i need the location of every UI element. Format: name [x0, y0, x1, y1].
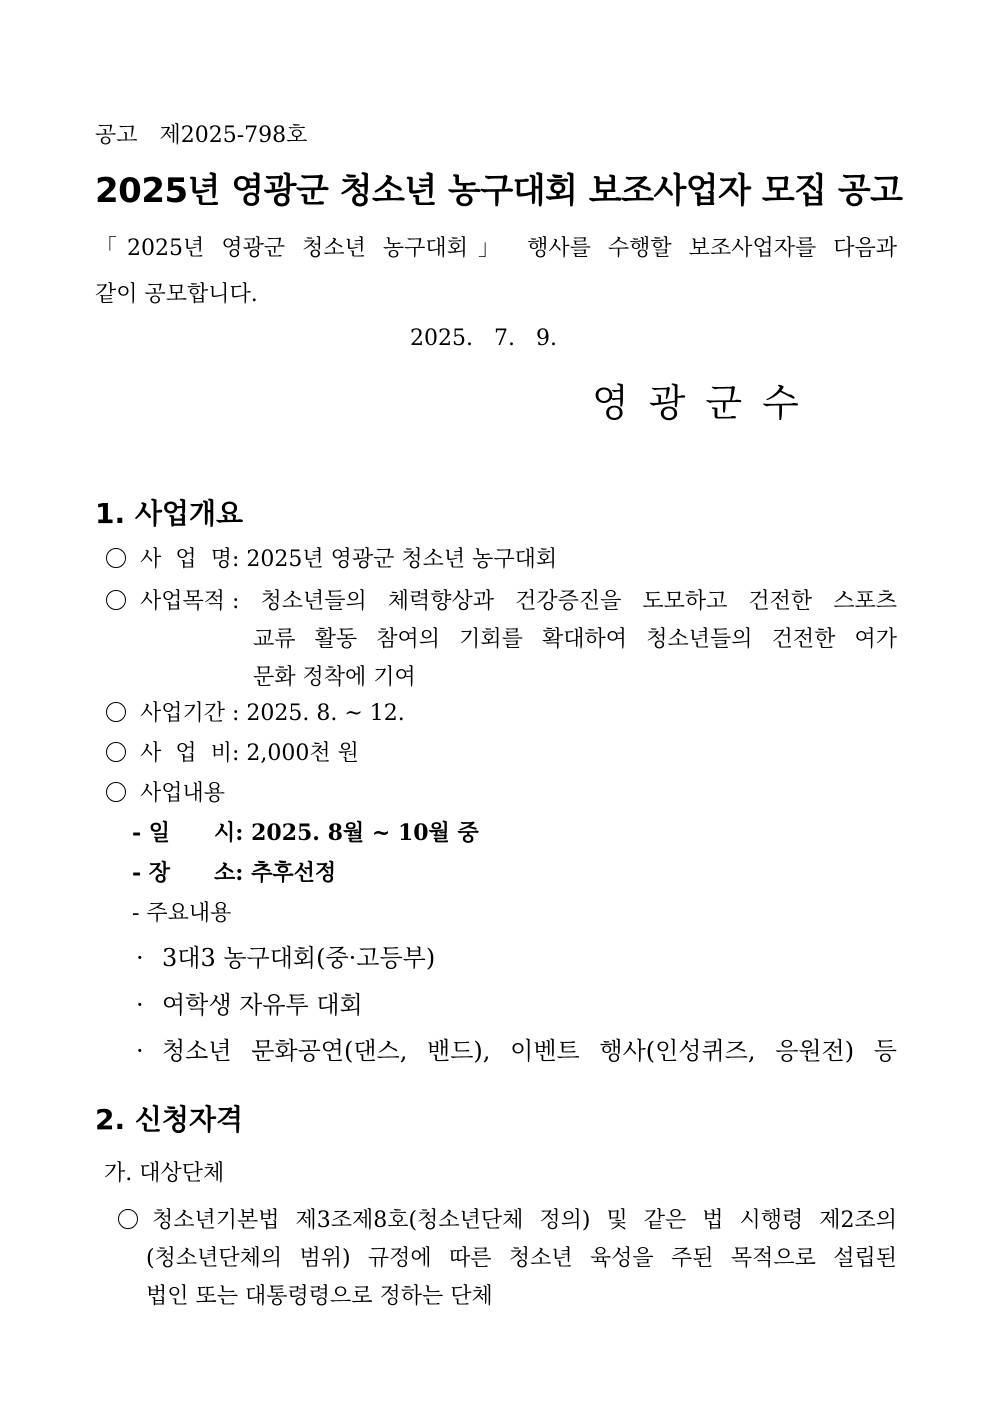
sub-item: [136, 1031, 897, 1066]
eligibility-line-3: 법인 또는 대통령령으로 정하는 단체: [146, 1284, 493, 1309]
item-value-line-3: 문화 정착에 기여: [253, 665, 416, 690]
middle-dot-icon: ·: [136, 1037, 144, 1065]
announcement-date: 2025. 7. 9.: [410, 326, 557, 351]
circle-bullet-icon: [106, 590, 126, 610]
sub-item: [136, 985, 363, 1020]
middle-dot-icon: ·: [136, 991, 144, 1019]
detail-value: : 2025. 8월 ~ 10월 중: [235, 820, 479, 846]
overview-item-name: [106, 542, 557, 573]
eligibility-item: [118, 1203, 897, 1234]
detail-label: - 주요내용: [132, 901, 232, 926]
item-label: 사업목적: [140, 589, 226, 614]
signer-name: 영광군수: [592, 381, 819, 425]
overview-item-content: [106, 776, 225, 807]
sub-item-text: 3대3 농구대회(중·고등부): [162, 944, 436, 972]
item-value-line-2: 교류 활동 참여의 기회를 확대하여 청소년들의 건전한 여가: [253, 627, 897, 652]
item-value: : 2025년 영광군 청소년 농구대회: [232, 547, 558, 572]
overview-item-purpose: [106, 584, 897, 615]
intro-line-1: 「2025년 영광군 청소년 농구대회」 행사를 수행할 보조사업자를 다음과: [95, 236, 897, 261]
sub-item: [136, 938, 435, 973]
eligibility-line-2: (청소년단체의 범위) 규정에 따른 청소년 육성을 주된 목적으로 설립된: [146, 1246, 897, 1271]
detail-label: - 일 시: [132, 820, 236, 846]
notice-number: 공고 제2025-798호: [95, 123, 308, 148]
document-title: 2025년 영광군 청소년 농구대회 보조사업자 모집 공고: [95, 171, 903, 211]
sub-item-text: 여학생 자유투 대회: [162, 991, 363, 1019]
section-1-heading: 1. 사업개요: [95, 497, 244, 530]
sub-item-text: 청소년 문화공연(댄스, 밴드), 이벤트 행사(인성퀴즈, 응원전) 등: [162, 1037, 897, 1065]
item-value: : 2025. 8. ~ 12.: [232, 701, 405, 726]
item-value-line-1: : 청소년들의 체력향상과 건강증진을 도모하고 건전한 스포츠: [232, 589, 897, 614]
detail-main-content: [132, 896, 231, 927]
section-2-heading: 2. 신청자격: [95, 1103, 244, 1136]
circle-bullet-icon: [106, 702, 126, 722]
item-label: 사 업 명: [140, 547, 232, 572]
circle-bullet-icon: [106, 548, 126, 568]
overview-item-budget: [106, 736, 359, 767]
item-label: 사업기간: [140, 701, 226, 726]
detail-value: : 추후선정: [235, 860, 337, 886]
item-label: 사 업 비: [140, 741, 232, 766]
overview-item-period: [106, 696, 405, 727]
detail-label: - 장 소: [132, 860, 236, 886]
item-value: : 2,000천 원: [232, 741, 359, 766]
detail-venue: [132, 856, 336, 887]
circle-bullet-icon: [106, 782, 126, 802]
intro-line-2: 같이 공모합니다.: [95, 282, 258, 307]
detail-schedule: [132, 816, 479, 847]
middle-dot-icon: ·: [136, 944, 144, 972]
circle-bullet-icon: [106, 742, 126, 762]
eligibility-line-1: 청소년기본법 제3조제8호(청소년단체 정의) 및 같은 법 시행령 제2조의: [152, 1208, 897, 1233]
item-label: 사업내용: [140, 781, 226, 806]
section-2-subheading: 가. 대상단체: [104, 1161, 225, 1186]
circle-bullet-icon: [118, 1209, 138, 1229]
